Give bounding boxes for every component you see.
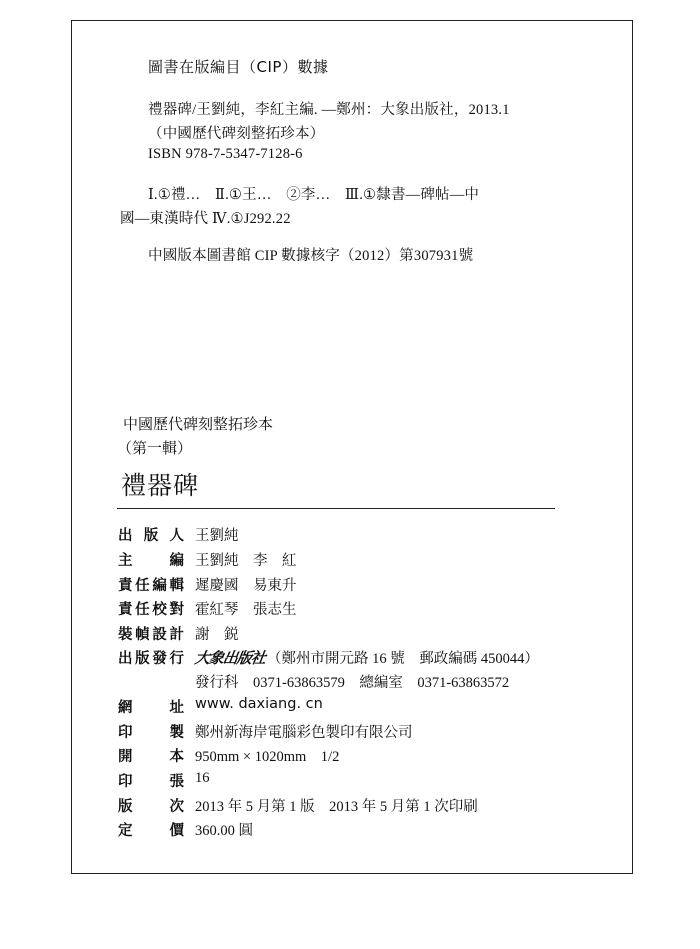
colophon-label: 出版發行 bbox=[118, 651, 184, 667]
publisher-address: （鄭州市開元路 16 號 郵政編碼 450044） bbox=[267, 651, 539, 667]
series-volume: （第一輯） bbox=[117, 439, 193, 457]
colophon-label: 責任校對 bbox=[118, 602, 184, 618]
colophon-value: 遲慶國 易東升 bbox=[195, 578, 297, 594]
cip-classification-line-1: Ⅰ.①禮… Ⅱ.①王… ②李… Ⅲ.①隸書—碑帖—中 bbox=[148, 187, 480, 203]
colophon-label: 版次 bbox=[118, 799, 184, 815]
cip-series-line: （中國歷代碑刻整拓珍本） bbox=[148, 126, 325, 142]
colophon-label: 出版人 bbox=[118, 528, 184, 544]
colophon-label: 印張 bbox=[118, 774, 184, 790]
colophon-label: 責任編輯 bbox=[118, 578, 184, 594]
cip-heading: 圖書在版編目（CIP）數據 bbox=[148, 58, 329, 76]
website-link: www. daxiang. cn bbox=[195, 696, 323, 712]
cip-entry-line: 禮器碑/王劉純，李紅主編. —鄭州：大象出版社，2013.1 bbox=[148, 102, 510, 118]
colophon-value: 2013 年 5 月第 1 版 2013 年 5 月第 1 次印刷 bbox=[195, 799, 478, 815]
colophon-label: 裝幀設計 bbox=[118, 627, 184, 643]
colophon-label: 印製 bbox=[118, 725, 184, 741]
colophon-value: 16 bbox=[195, 770, 210, 786]
colophon-value: 鄭州新海岸電腦彩色製印有限公司 bbox=[195, 725, 413, 741]
colophon-label: 主編 bbox=[118, 553, 184, 569]
series-name: 中國歷代碑刻整拓珍本 bbox=[123, 415, 274, 433]
colophon-label: 網址 bbox=[118, 700, 184, 716]
colophon-value: 發行科 0371-63863579 總編室 0371-63863572 bbox=[195, 675, 510, 691]
book-title: 禮器碑 bbox=[121, 471, 200, 500]
cip-isbn: ISBN 978-7-5347-7128-6 bbox=[148, 146, 303, 162]
colophon-label: 定價 bbox=[118, 823, 184, 839]
colophon-value: 王劉純 bbox=[195, 528, 239, 544]
cip-record-number: 中國版本圖書館 CIP 數據核字（2012）第307931號 bbox=[148, 248, 474, 264]
title-divider bbox=[117, 508, 555, 509]
colophon-value: 謝 鋭 bbox=[195, 627, 239, 643]
colophon-value: 王劉純 李 紅 bbox=[195, 553, 297, 569]
colophon-label: 開本 bbox=[118, 749, 184, 765]
publisher-logo: 大象出版社 bbox=[193, 649, 267, 667]
colophon-value: 950mm × 1020mm 1/2 bbox=[195, 749, 340, 765]
cip-classification-line-2: 國—東漢時代 Ⅳ.①J292.22 bbox=[120, 211, 291, 227]
colophon-value bbox=[195, 647, 539, 668]
colophon-value: 霍紅琴 張志生 bbox=[195, 602, 297, 618]
colophon-value: 360.00 圓 bbox=[195, 823, 253, 839]
